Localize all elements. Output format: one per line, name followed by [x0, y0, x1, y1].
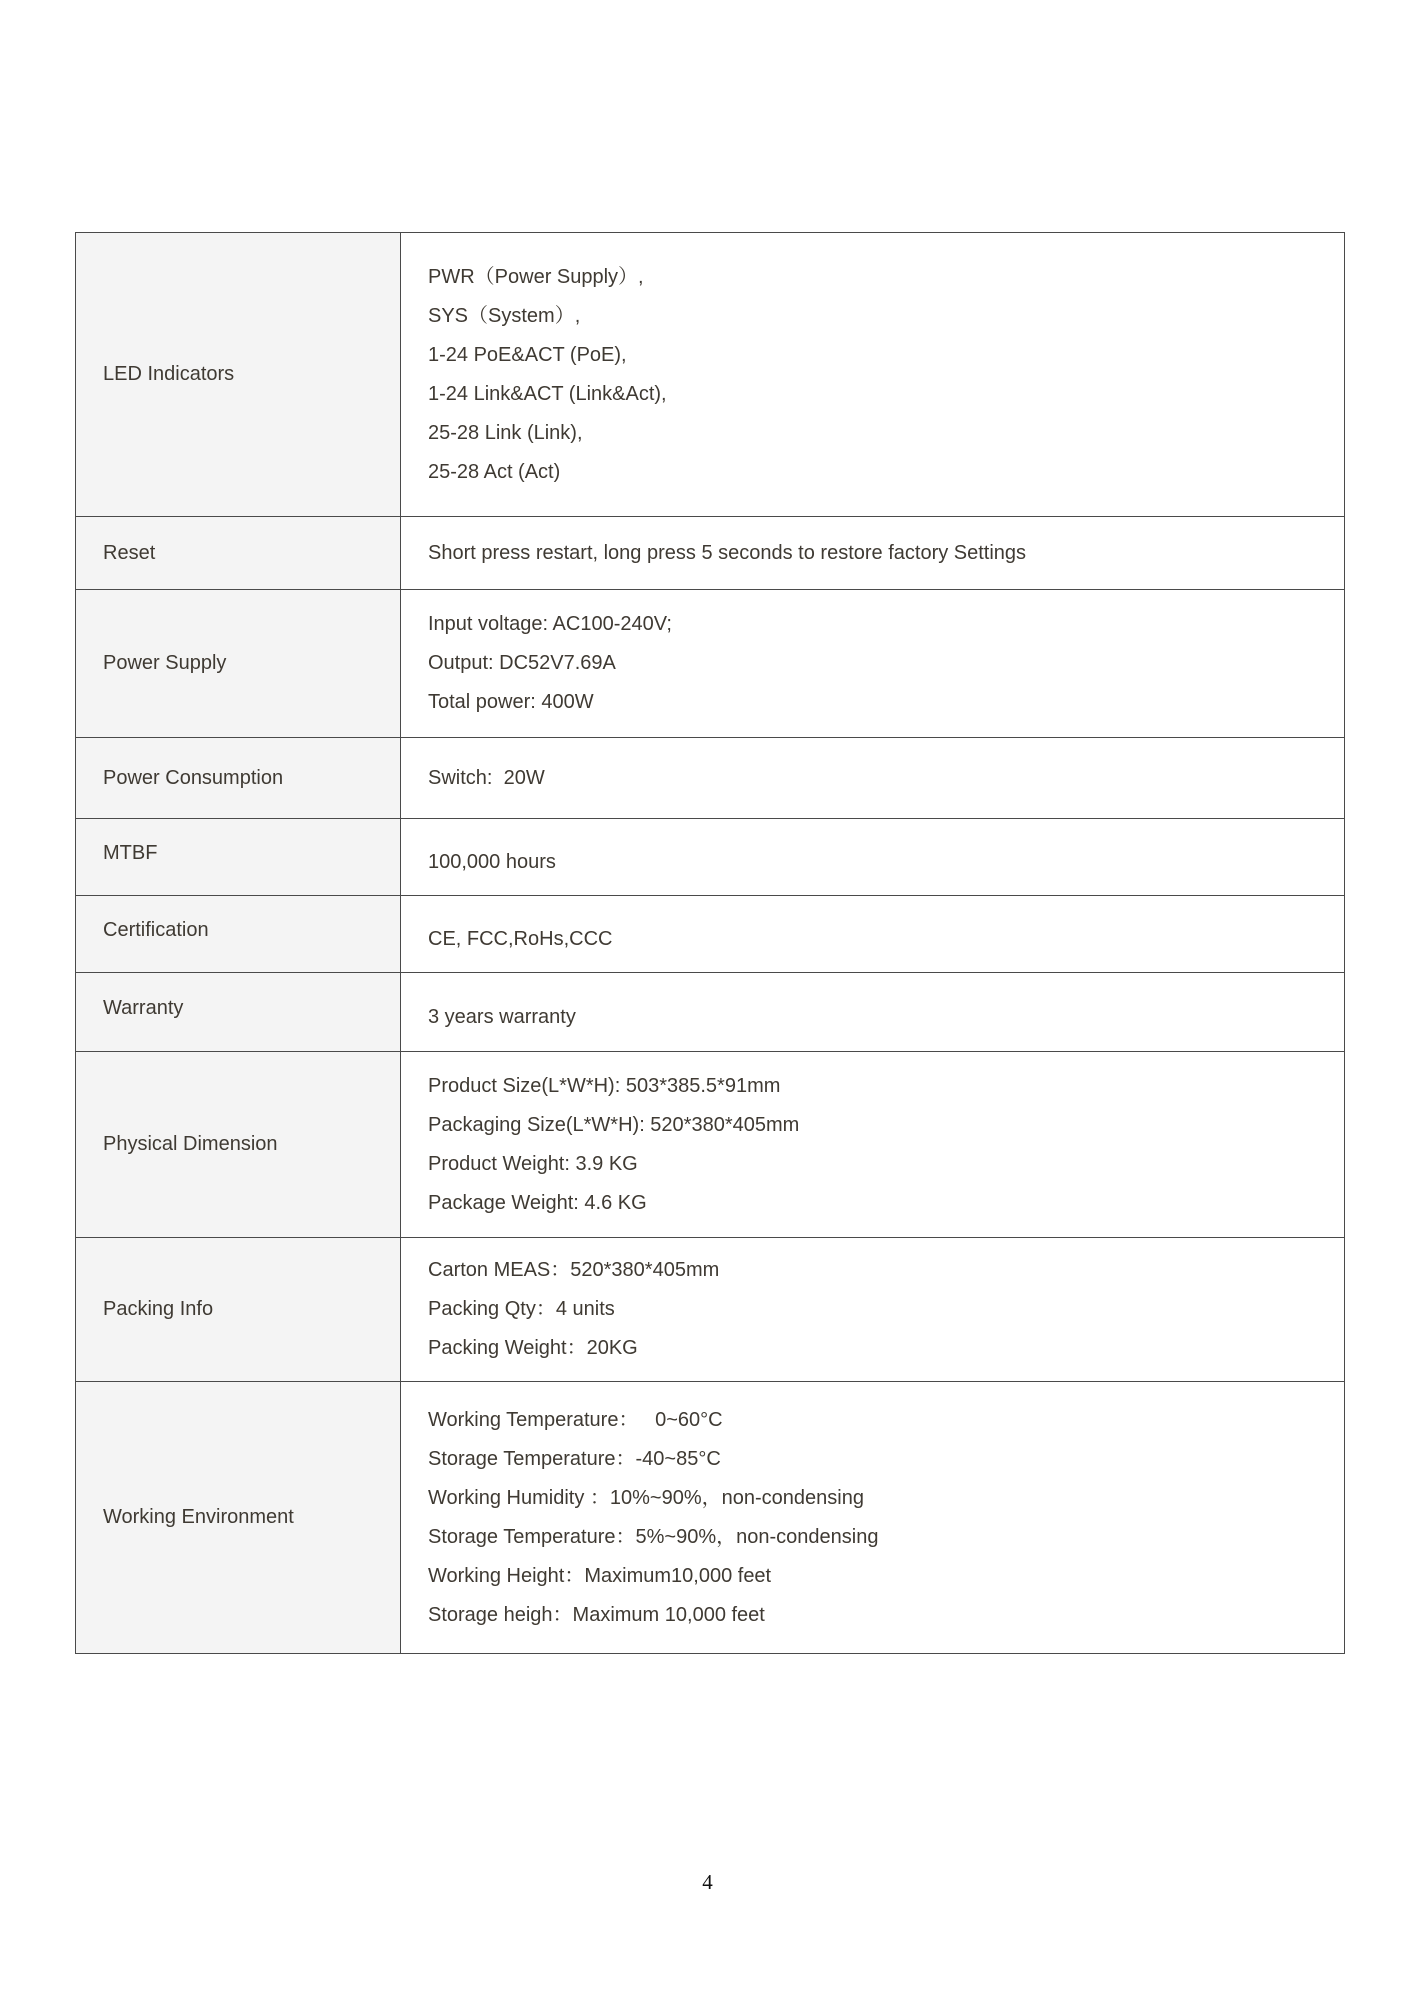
row-value — [401, 517, 1345, 590]
row-value — [401, 1382, 1345, 1654]
value-line: Storage Temperature：-40~85°C — [428, 1447, 721, 1470]
value-line: Storage heigh：Maximum 10,000 feet — [428, 1603, 765, 1626]
value-line: CE, FCC,RoHs,CCC — [428, 927, 613, 950]
row-value — [401, 590, 1345, 738]
table-row — [76, 738, 1345, 819]
row-label: MTBF — [76, 819, 401, 896]
row-value — [401, 819, 1345, 896]
table-row — [76, 1238, 1345, 1382]
row-value — [401, 896, 1345, 973]
table-row — [76, 517, 1345, 590]
value-line: 25-28 Act (Act) — [428, 460, 561, 483]
row-label: Working Environment — [76, 1382, 401, 1654]
row-label: LED Indicators — [76, 233, 401, 517]
value-line: SYS（System）, — [428, 304, 581, 327]
value-line: Packing Weight：20KG — [428, 1337, 638, 1359]
table-row — [76, 1052, 1345, 1238]
value-line: Carton MEAS：520*380*405mm — [428, 1259, 720, 1281]
value-line: Switch: 20W — [428, 766, 545, 789]
value-line: 3 years warranty — [428, 1005, 576, 1028]
value-line: Packing Qty：4 units — [428, 1298, 615, 1320]
row-value — [401, 1238, 1345, 1382]
value-line: Package Weight: 4.6 KG — [428, 1191, 647, 1214]
row-label: Certification — [76, 896, 401, 973]
value-line: 100,000 hours — [428, 850, 556, 873]
value-line: Product Size(L*W*H): 503*385.5*91mm — [428, 1074, 781, 1097]
row-label: Packing Info — [76, 1238, 401, 1382]
value-line: 1-24 PoE&ACT (PoE), — [428, 343, 627, 366]
row-value — [401, 233, 1345, 517]
value-line: Product Weight: 3.9 KG — [428, 1152, 638, 1175]
value-line: 1-24 Link&ACT (Link&Act), — [428, 382, 667, 405]
value-line: Output: DC52V7.69A — [428, 652, 616, 674]
table-row — [76, 973, 1345, 1052]
value-line: 25-28 Link (Link), — [428, 421, 583, 444]
table-row — [76, 896, 1345, 973]
row-label: Physical Dimension — [76, 1052, 401, 1238]
row-label: Warranty — [76, 973, 401, 1052]
value-line: Short press restart, long press 5 seconds to restore factory Settings — [428, 541, 1027, 564]
row-value — [401, 1052, 1345, 1238]
value-line: Packaging Size(L*W*H): 520*380*405mm — [428, 1113, 800, 1136]
table-row — [76, 1382, 1345, 1654]
value-line: Working Height：Maximum10,000 feet — [428, 1564, 772, 1587]
row-label: Power Supply — [76, 590, 401, 738]
table-row — [76, 819, 1345, 896]
value-line: Storage Temperature：5%~90%，non-condensing — [428, 1525, 879, 1548]
row-value — [401, 973, 1345, 1052]
page-number: 4 — [702, 1870, 713, 1894]
row-label: Reset — [76, 517, 401, 590]
value-line: Working Humidity ：10%~90%，non-condensing — [428, 1486, 864, 1509]
value-line: Total power: 400W — [428, 691, 594, 713]
row-value — [401, 738, 1345, 819]
value-line: Input voltage: AC100-240V; — [428, 613, 672, 635]
spec-table — [75, 232, 1345, 1654]
value-line: PWR（Power Supply）, — [428, 265, 644, 288]
row-label: Power Consumption — [76, 738, 401, 819]
value-line: Working Temperature： 0~60°C — [428, 1408, 723, 1431]
table-row — [76, 590, 1345, 738]
table-row — [76, 233, 1345, 517]
